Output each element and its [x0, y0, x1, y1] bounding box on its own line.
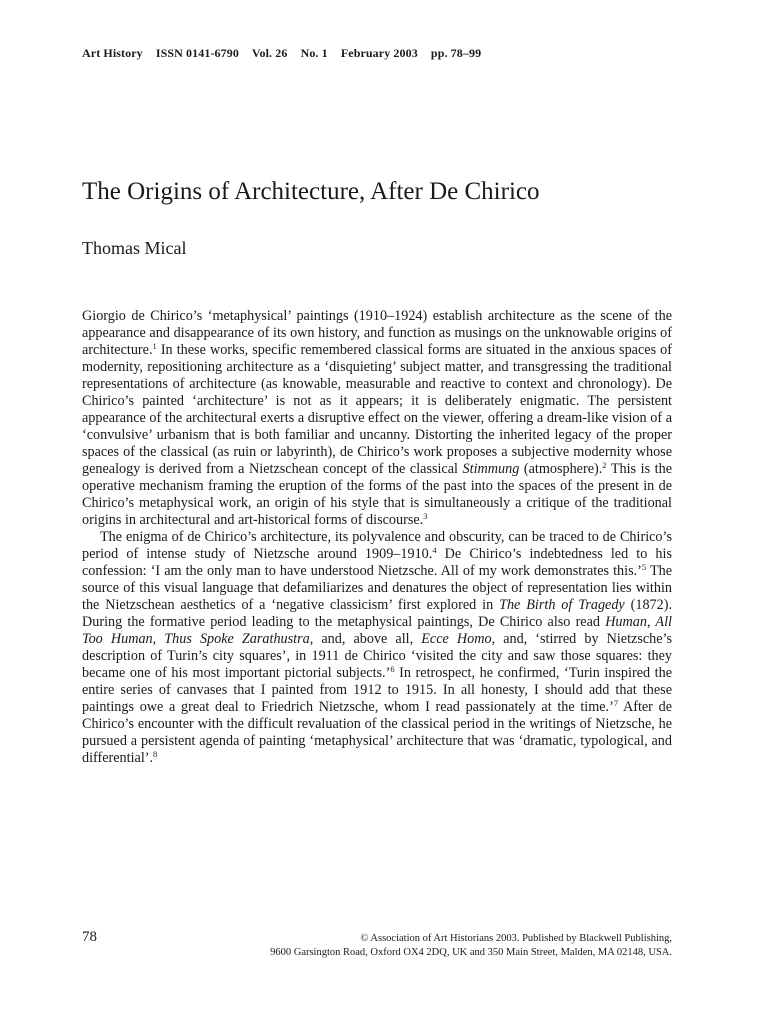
article-author: Thomas Mical — [82, 238, 187, 258]
text-run: , and, above all, — [309, 631, 422, 647]
text-run: (1872). During the formative period leading to the metaphysical paintings, De Chirico also read — [82, 597, 672, 630]
italic-title: Ecce Homo — [421, 631, 492, 647]
text-run: After de Chirico’s encounter with the difficult revaluation of the classical period in the writings of Nietzsche, he pursued a persistent agenda of painting ‘metaphysical’ architecture that was ‘dramatic, typological, and differential’. — [82, 699, 672, 766]
publisher-address-line: 9600 Garsington Road, Oxford OX4 2DQ, UK and 350 Main Street, Malden, MA 02148, USA. — [270, 947, 672, 958]
text-run: Giorgio de Chirico’s ‘metaphysical’ paintings (1910–1924) establish architecture as the scene of the appearance and disappearance of its own history, and function as musings on the unknowable origins of architecture. — [82, 308, 672, 358]
text-run: In retrospect, he confirmed, ‘Turin inspired the entire series of canvases that I painted from 1912 to 1915. In all honesty, I should add that these paintings owe a great deal to Friedrich Nietzsche, whom I read passionately at the time.’ — [82, 665, 673, 715]
page-number: 78 — [82, 929, 97, 945]
journal-page — [82, 0, 672, 1024]
running-head — [82, 46, 672, 61]
text-run: The enigma of de Chirico’s architecture, its polyvalence and obscurity, can be traced to de Chirico’s period of intense study of Nietzsche around 1909–1910. — [82, 529, 672, 562]
article-body — [82, 308, 672, 767]
volume: Vol. 26 — [251, 46, 288, 60]
issue-number: No. 1 — [300, 46, 328, 60]
journal-name: Art History — [82, 46, 143, 60]
footnote-ref: 8 — [153, 749, 158, 759]
text-run: The source of this visual language that defamiliarizes and denatures the object of representation lies within the Nietzschean aesthetics of a ‘negative classicism’ first explored in — [82, 563, 672, 613]
text-run: In these works, specific remembered classical forms are situated in the anxious spaces of modernity, repositioning architecture as a ‘disquieting’ subject matter, and transgressing the traditional representations of architecture (as knowable, measurable and reactive to context and chronology). De Chirico’s painted ‘architecture’ is not as it appears; it is deliberately enigmatic. The persistent appearance of the architectural exerts a disruptive effect on the viewer, offering a dream-like vision of a ‘convulsive’ urbanism that is both familiar and uncanny. Distorting the inherited legacy of the proper spaces of the classical (as ruin or labyrinth), de Chirico’s work proposes a subjective modernity whose genealogy is derived from a Nietzschean concept of the classical — [82, 342, 672, 477]
paragraph-1 — [82, 308, 672, 529]
italic-title: Thus Spoke Zarathustra — [164, 631, 310, 647]
footnote-ref: 7 — [613, 698, 619, 708]
footnote-ref: 4 — [432, 545, 437, 555]
copyright-footer — [270, 932, 672, 960]
footnote-ref: 5 — [641, 562, 647, 572]
text-run: , — [152, 631, 165, 647]
footnote-ref: 2 — [602, 460, 607, 470]
article-title: The Origins of Architecture, After De Chirico — [82, 178, 540, 205]
text-run: , and, ‘stirred by Nietzsche’s description of Turin’s city squares’, in 1911 de Chirico ‘visited the city and saw those squares: they became one of his most important pictorial subjects.’ — [82, 631, 673, 681]
italic-title: The Birth of Tragedy — [499, 597, 625, 613]
copyright-line: © Association of Art Historians 2003. Published by Blackwell Publishing, — [360, 933, 672, 944]
footnote-ref: 6 — [390, 664, 395, 674]
issue-date: February 2003 — [340, 46, 418, 60]
text-run: (atmosphere). — [519, 461, 603, 477]
italic-title: Stimmung — [462, 461, 520, 477]
footnote-ref: 3 — [423, 511, 428, 521]
footnote-ref: 1 — [152, 341, 157, 351]
paragraph-2 — [82, 529, 672, 767]
page-range: pp. 78–99 — [430, 46, 482, 60]
italic-title: Human, All Too Human — [82, 614, 672, 647]
issn: ISSN 0141-6790 — [155, 46, 239, 60]
text-run: De Chirico’s indebtedness led to his confession: ‘I am the only man to have understood Nietzsche. All of my work demonstrates this.’ — [82, 546, 672, 579]
text-run: This is the operative mechanism framing the eruption of the forms of the past into the spaces of the present in de Chirico’s metaphysical work, an origin of his style that is simultaneously a critique of the traditional origins in architectural and art-historical forms of discourse. — [82, 461, 672, 528]
